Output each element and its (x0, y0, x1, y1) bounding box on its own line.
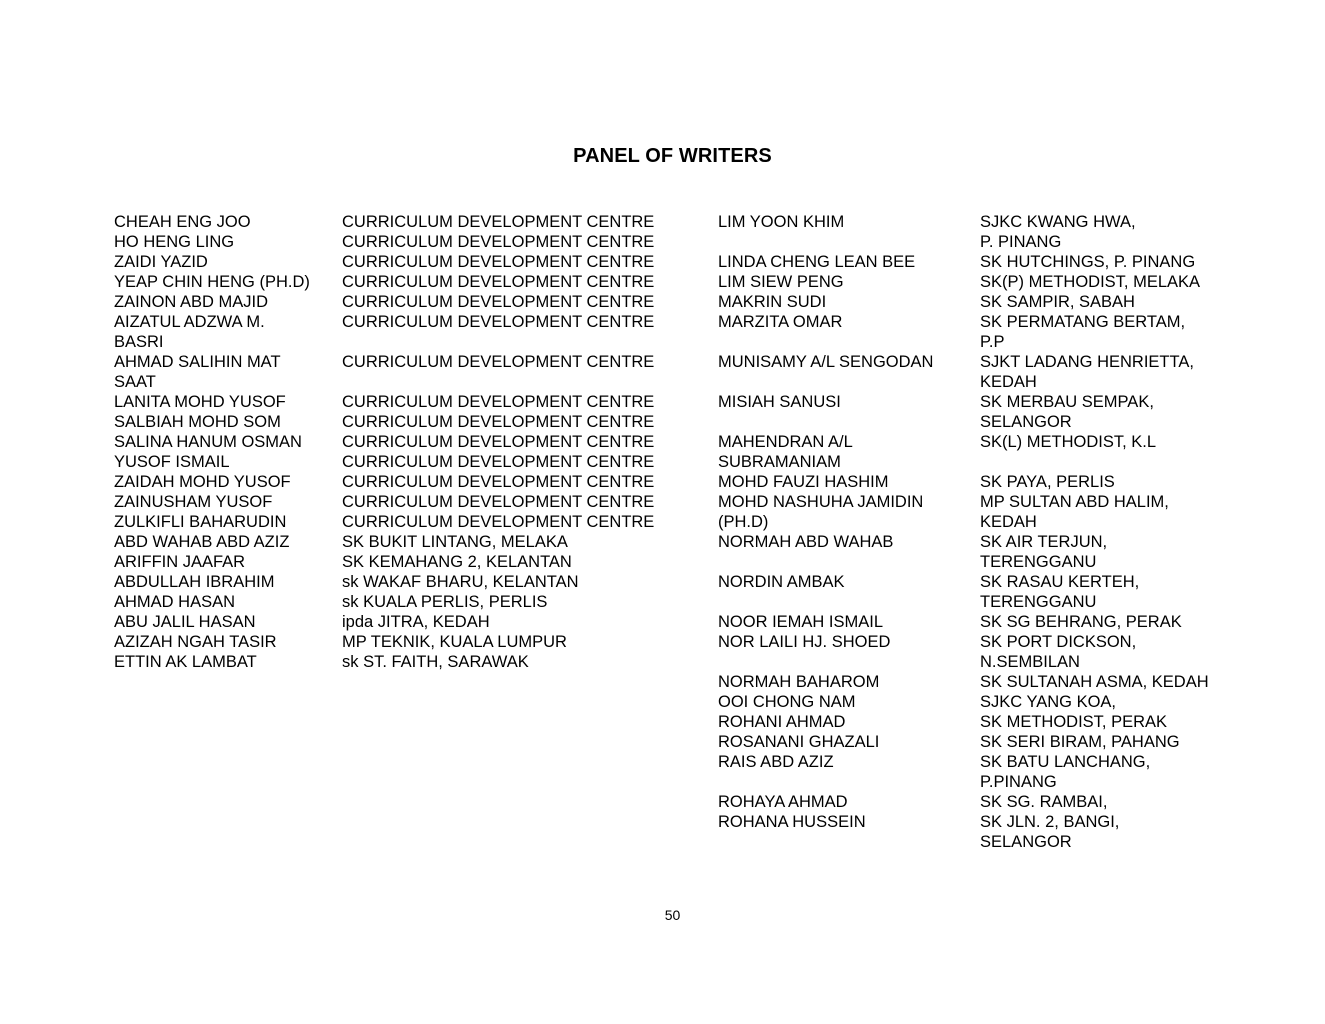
writer-institution: SK(L) METHODIST, K.L (980, 433, 1157, 451)
writer-institution: CURRICULUM DEVELOPMENT CENTRE (342, 353, 655, 371)
writer-name: ROHANI AHMAD (718, 713, 846, 731)
writer-name: AHMAD HASAN (114, 593, 236, 611)
right-names-column (718, 212, 933, 852)
writer-name: ZAINUSHAM YUSOF (114, 493, 273, 511)
writer-institution: SK SAMPIR, SABAH (980, 293, 1135, 311)
writer-name: ZAIDI YAZID (114, 253, 208, 271)
writer-institution: SK BUKIT LINTANG, MELAKA (342, 533, 568, 551)
writer-name: AIZATUL ADZWA M. BASRI (114, 313, 265, 351)
writer-name: ROHANA HUSSEIN (718, 813, 866, 831)
writer-name: NORMAH ABD WAHAB (718, 533, 894, 551)
writer-name: ROSANANI GHAZALI (718, 733, 880, 751)
writer-name: MUNISAMY A/L SENGODAN (718, 353, 934, 371)
writer-name: AHMAD SALIHIN MAT SAAT (114, 353, 281, 391)
writer-name: NOR LAILI HJ. SHOED (718, 633, 891, 651)
writer-institution: CURRICULUM DEVELOPMENT CENTRE (342, 493, 655, 511)
writer-institution: MP SULTAN ABD HALIM, KEDAH (980, 493, 1169, 531)
writer-name: RAIS ABD AZIZ (718, 753, 834, 771)
writer-institution: SK JLN. 2, BANGI, SELANGOR (980, 813, 1120, 851)
writer-institution: CURRICULUM DEVELOPMENT CENTRE (342, 393, 655, 411)
writer-institution: CURRICULUM DEVELOPMENT CENTRE (342, 293, 655, 311)
writer-institution: SK AIR TERJUN, TERENGGANU (980, 533, 1108, 571)
writer-name: NORMAH BAHAROM (718, 673, 880, 691)
writer-institution: SK(P) METHODIST, MELAKA (980, 273, 1201, 291)
writer-institution: CURRICULUM DEVELOPMENT CENTRE (342, 453, 655, 471)
writer-institution: sk WAKAF BHARU, KELANTAN (342, 573, 579, 591)
writer-name: LIM SIEW PENG (718, 273, 844, 291)
writer-institution: CURRICULUM DEVELOPMENT CENTRE (342, 313, 655, 331)
writer-name: MAHENDRAN A/L SUBRAMANIAM (718, 433, 853, 471)
writer-institution: CURRICULUM DEVELOPMENT CENTRE (342, 413, 655, 431)
writer-institution: SJKT LADANG HENRIETTA, KEDAH (980, 353, 1194, 391)
writer-institution: sk KUALA PERLIS, PERLIS (342, 593, 548, 611)
writer-institution: SJKC KWANG HWA, P. PINANG (980, 213, 1136, 251)
writer-name: NOOR IEMAH ISMAIL (718, 613, 884, 631)
writer-institution: SK RASAU KERTEH, TERENGGANU (980, 573, 1140, 611)
writer-name: ZULKIFLI BAHARUDIN (114, 513, 287, 531)
writer-name: ZAINON ABD MAJID (114, 293, 269, 311)
writer-name: YUSOF ISMAIL (114, 453, 230, 471)
writer-name: CHEAH ENG JOO (114, 213, 251, 231)
writer-name: MISIAH SANUSI (718, 393, 841, 411)
writer-institution: CURRICULUM DEVELOPMENT CENTRE (342, 433, 655, 451)
writer-institution: CURRICULUM DEVELOPMENT CENTRE (342, 513, 655, 531)
writer-institution: SK PORT DICKSON, N.SEMBILAN (980, 633, 1137, 671)
writer-name: NORDIN AMBAK (718, 573, 845, 591)
writer-institution: CURRICULUM DEVELOPMENT CENTRE (342, 273, 655, 291)
writer-name: MOHD NASHUHA JAMIDIN (PH.D) (718, 493, 924, 531)
writer-name: SALINA HANUM OSMAN (114, 433, 302, 451)
writer-name: AZIZAH NGAH TASIR (114, 633, 277, 651)
writer-name: MARZITA OMAR (718, 313, 843, 331)
writer-institution: CURRICULUM DEVELOPMENT CENTRE (342, 473, 655, 491)
writer-name: ABD WAHAB ABD AZIZ (114, 533, 290, 551)
writer-name: ROHAYA AHMAD (718, 793, 848, 811)
page-title: PANEL OF WRITERS (573, 145, 772, 167)
writer-name: HO HENG LING (114, 233, 235, 251)
writer-name: ARIFFIN JAAFAR (114, 553, 246, 571)
writer-institution: ipda JITRA, KEDAH (342, 613, 490, 631)
writer-institution: SK PAYA, PERLIS (980, 473, 1115, 491)
writer-institution: SK KEMAHANG 2, KELANTAN (342, 553, 572, 571)
writer-institution: SK SULTANAH ASMA, KEDAH (980, 673, 1209, 691)
left-names-column (114, 212, 310, 672)
writer-name: ETTIN AK LAMBAT (114, 653, 257, 671)
writer-name: LANITA MOHD YUSOF (114, 393, 286, 411)
writer-name: LINDA CHENG LEAN BEE (718, 253, 916, 271)
writer-name: OOI CHONG NAM (718, 693, 856, 711)
writer-name: YEAP CHIN HENG (PH.D) (114, 273, 310, 291)
page-number: 50 (664, 907, 681, 923)
writer-institution: SJKC YANG KOA, (980, 693, 1117, 711)
writer-institution: CURRICULUM DEVELOPMENT CENTRE (342, 253, 655, 271)
writer-institution: SK MERBAU SEMPAK, SELANGOR (980, 393, 1154, 431)
writer-institution: MP TEKNIK, KUALA LUMPUR (342, 633, 567, 651)
writer-institution: SK METHODIST, PERAK (980, 713, 1168, 731)
writer-name: SALBIAH MOHD SOM (114, 413, 281, 431)
writer-name: ABDULLAH IBRAHIM (114, 573, 275, 591)
writer-institution: SK HUTCHINGS, P. PINANG (980, 253, 1196, 271)
writer-name: MOHD FAUZI HASHIM (718, 473, 889, 491)
writer-name: MAKRIN SUDI (718, 293, 827, 311)
right-institutions-column (980, 212, 1209, 852)
writer-institution: sk ST. FAITH, SARAWAK (342, 653, 529, 671)
writer-institution: SK PERMATANG BERTAM, P.P (980, 313, 1186, 351)
writer-institution: SK BATU LANCHANG, P.PINANG (980, 753, 1151, 791)
writer-institution: SK SG BEHRANG, PERAK (980, 613, 1182, 631)
writer-institution: SK SERI BIRAM, PAHANG (980, 733, 1180, 751)
writer-institution: CURRICULUM DEVELOPMENT CENTRE (342, 233, 655, 251)
writer-name: LIM YOON KHIM (718, 213, 845, 231)
left-institutions-column (342, 212, 654, 672)
writer-name: ABU JALIL HASAN (114, 613, 256, 631)
writer-institution: CURRICULUM DEVELOPMENT CENTRE (342, 213, 655, 231)
writer-institution: SK SG. RAMBAI, (980, 793, 1108, 811)
writer-name: ZAIDAH MOHD YUSOF (114, 473, 291, 491)
